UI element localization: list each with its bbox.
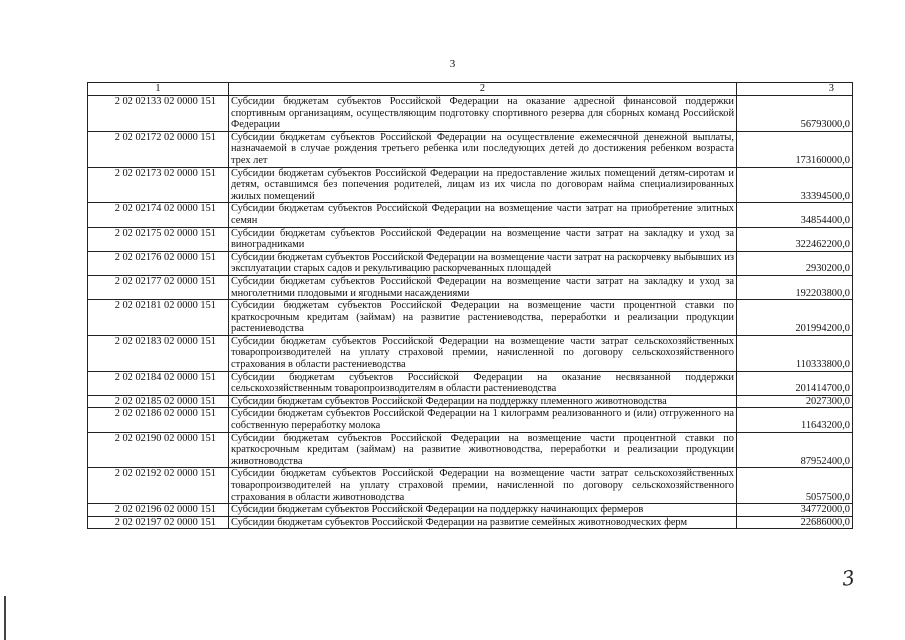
budget-code-cell: 2 02 02172 02 0000 151 (88, 131, 229, 167)
amount-cell: 11643200,0 (737, 408, 853, 432)
budget-code-cell: 2 02 02173 02 0000 151 (88, 167, 229, 203)
description-cell: Субсидии бюджетам субъектов Российской Федерации на возмещение части процентной ставки по краткосрочным кредитам (займам) на развитие животноводства, переработки и реализации продукции животноводства (229, 432, 737, 468)
amount-cell: 34854400,0 (737, 203, 853, 227)
budget-table (87, 82, 853, 529)
budget-code-cell: 2 02 02174 02 0000 151 (88, 203, 229, 227)
description-cell: Субсидии бюджетам субъектов Российской Федерации на возмещение части затрат на приобретение элитных семян (229, 203, 737, 227)
amount-cell: 173160000,0 (737, 131, 853, 167)
description-cell: Субсидии бюджетам субъектов Российской Федерации на возмещение части затрат на закладку и уход за виноградниками (229, 227, 737, 251)
table-row (88, 96, 853, 132)
description-cell: Субсидии бюджетам субъектов Российской Федерации на поддержку начинающих фермеров (229, 504, 737, 517)
column-header-description: 2 (229, 83, 737, 96)
budget-code-cell: 2 02 02176 02 0000 151 (88, 251, 229, 275)
description-cell: Субсидии бюджетам субъектов Российской Федерации на осуществление ежемесячной денежной выплаты, назначаемой в случае рождения третьего ребенка или последующих детей до достижения ребенком возраста трех лет (229, 131, 737, 167)
amount-cell: 33394500,0 (737, 167, 853, 203)
table-row (88, 167, 853, 203)
amount-cell: 87952400,0 (737, 432, 853, 468)
description-cell: Субсидии бюджетам субъектов Российской Федерации на возмещение части затрат сельскохозяйственных товаропроизводителей на уплату страховой премии, начисленной по договору сельскохозяйственного страхования в области животноводства (229, 468, 737, 504)
page-number: 3 (449, 58, 456, 70)
amount-cell: 2027300,0 (737, 395, 853, 408)
amount-cell: 2930200,0 (737, 251, 853, 275)
amount-cell: 5057500,0 (737, 468, 853, 504)
amount-cell: 110333800,0 (737, 335, 853, 371)
amount-cell: 201994200,0 (737, 300, 853, 336)
table-row (88, 203, 853, 227)
table-row (88, 371, 853, 395)
table-row (88, 504, 853, 517)
amount-cell: 22686000,0 (737, 516, 853, 529)
scan-edge-line (4, 596, 6, 640)
table-row (88, 432, 853, 468)
amount-cell: 56793000,0 (737, 96, 853, 132)
table-row (88, 300, 853, 336)
description-cell: Субсидии бюджетам субъектов Российской Федерации на возмещение части затрат сельскохозяйственных товаропроизводителей на уплату страховой премии, начисленной по договору сельскохозяйственного страхования в области растениеводства (229, 335, 737, 371)
table-row (88, 468, 853, 504)
description-cell: Субсидии бюджетам субъектов Российской Федерации на оказание адресной финансовой поддержки спортивным организациям, осуществляющим подготовку спортивного резерва для сборных команд Российской Федерации (229, 96, 737, 132)
table-row (88, 275, 853, 299)
description-cell: Субсидии бюджетам субъектов Российской Федерации на предоставление жилых помещений детям-сиротам и детям, оставшимся без попечения родителей, лицам из их числа по договорам найма специализированных жилых помещений (229, 167, 737, 203)
description-cell: Субсидии бюджетам субъектов Российской Федерации на возмещение части процентной ставки по краткосрочным кредитам (займам) на развитие растениеводства, переработки и реализации продукции растениеводства (229, 300, 737, 336)
budget-code-cell: 2 02 02133 02 0000 151 (88, 96, 229, 132)
budget-code-cell: 2 02 02197 02 0000 151 (88, 516, 229, 529)
table-row (88, 516, 853, 529)
budget-code-cell: 2 02 02186 02 0000 151 (88, 408, 229, 432)
table-body (88, 96, 853, 529)
amount-cell: 192203800,0 (737, 275, 853, 299)
description-cell: Субсидии бюджетам субъектов Российской Федерации на возмещение части затрат на раскорчевку выбывших из эксплуатации старых садов и рекультивацию раскорчеванных площадей (229, 251, 737, 275)
description-cell: Субсидии бюджетам субъектов Российской Федерации на оказание несвязанной поддержки сельскохозяйственным товаропроизводителям в области растениеводства (229, 371, 737, 395)
amount-cell: 322462200,0 (737, 227, 853, 251)
budget-code-cell: 2 02 02177 02 0000 151 (88, 275, 229, 299)
budget-code-cell: 2 02 02183 02 0000 151 (88, 335, 229, 371)
table-row (88, 251, 853, 275)
table-row (88, 227, 853, 251)
table-row (88, 131, 853, 167)
column-header-code: 1 (88, 83, 229, 96)
description-cell: Субсидии бюджетам субъектов Российской Федерации на возмещение части затрат на закладку и уход за многолетними плодовыми и ягодными насаждениями (229, 275, 737, 299)
table-row (88, 395, 853, 408)
amount-cell: 34772000,0 (737, 504, 853, 517)
description-cell: Субсидии бюджетам субъектов Российской Федерации на поддержку племенного животноводства (229, 395, 737, 408)
handwritten-page-mark: 3 (840, 565, 857, 591)
description-cell: Субсидии бюджетам субъектов Российской Федерации на 1 килограмм реализованного и (или) отгруженного на собственную переработку молока (229, 408, 737, 432)
table-row (88, 335, 853, 371)
budget-code-cell: 2 02 02190 02 0000 151 (88, 432, 229, 468)
budget-code-cell: 2 02 02192 02 0000 151 (88, 468, 229, 504)
description-cell: Субсидии бюджетам субъектов Российской Федерации на развитие семейных животноводческих ферм (229, 516, 737, 529)
table-header-row (88, 83, 853, 96)
budget-code-cell: 2 02 02175 02 0000 151 (88, 227, 229, 251)
budget-code-cell: 2 02 02184 02 0000 151 (88, 371, 229, 395)
table-row (88, 408, 853, 432)
budget-code-cell: 2 02 02181 02 0000 151 (88, 300, 229, 336)
budget-code-cell: 2 02 02185 02 0000 151 (88, 395, 229, 408)
budget-code-cell: 2 02 02196 02 0000 151 (88, 504, 229, 517)
column-header-amount: 3 (737, 83, 853, 96)
amount-cell: 201414700,0 (737, 371, 853, 395)
